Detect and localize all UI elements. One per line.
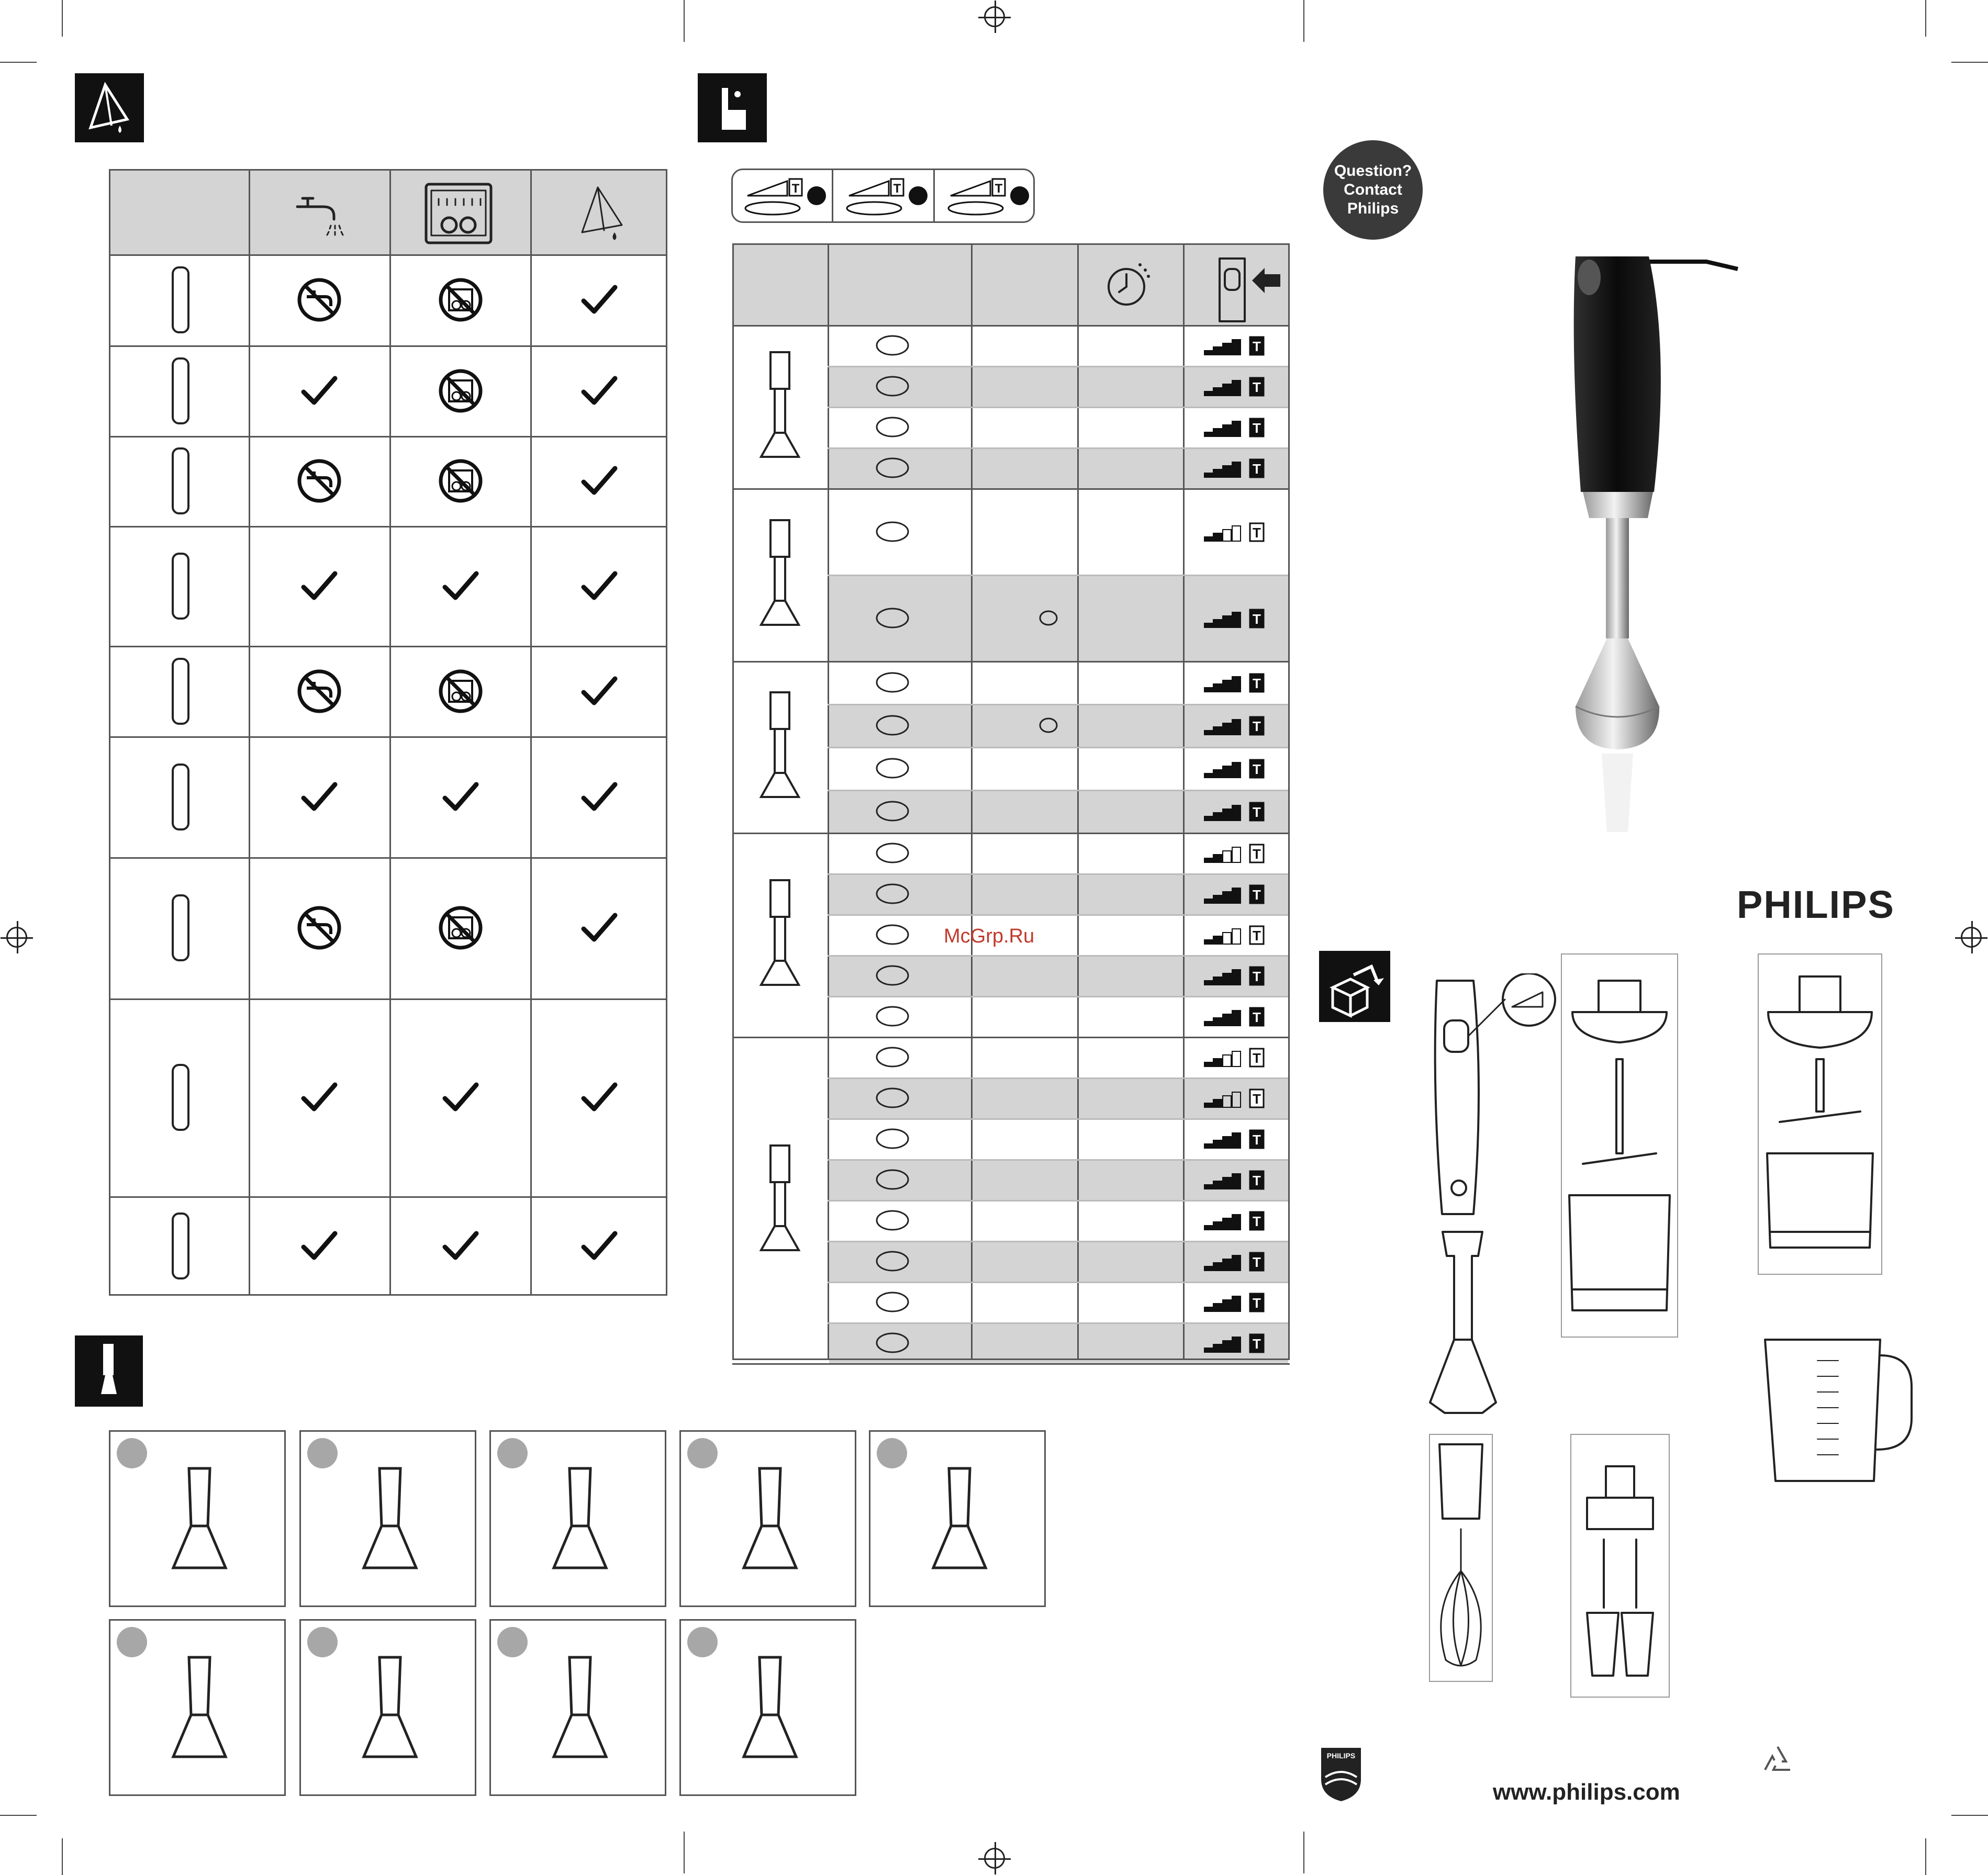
speed-indicator <box>1204 1127 1267 1150</box>
faucet-icon <box>287 186 350 241</box>
timer-icon <box>1103 259 1154 311</box>
speed-indicator <box>1204 1005 1267 1028</box>
whisk-icon <box>157 549 204 623</box>
speed-indicator <box>1204 1209 1267 1232</box>
legend-letter: T <box>995 182 1003 196</box>
beaker-icon <box>157 1209 204 1283</box>
motor-unit-icon <box>1426 973 1562 1227</box>
step-panel <box>299 1430 476 1607</box>
product-photo <box>1544 246 1743 850</box>
egg-icon <box>1038 610 1059 626</box>
pour-ingredients-icon <box>332 1463 448 1589</box>
fold-mark <box>684 1832 685 1873</box>
speed-indicator <box>1204 1086 1267 1109</box>
beaker-icon <box>1760 1324 1917 1494</box>
speed-letter: T <box>1253 676 1261 691</box>
speed-indicator <box>1204 923 1267 946</box>
check-icon <box>298 372 340 410</box>
table-row-divider <box>109 998 667 1000</box>
no-water-icon <box>296 458 342 504</box>
speed-indicator <box>1204 1046 1267 1069</box>
no-dishwasher-icon <box>438 905 484 951</box>
group-divider <box>732 833 1290 834</box>
check-icon <box>440 1227 482 1265</box>
speed-button-icon <box>1213 253 1281 329</box>
table-row-divider <box>109 526 667 527</box>
speed-letter: T <box>1253 761 1261 777</box>
no-dishwasher-icon <box>438 277 484 323</box>
speed-indicator <box>1204 520 1267 543</box>
speed-indicator <box>1204 1250 1267 1273</box>
cheese-icon <box>872 964 913 987</box>
check-icon <box>578 567 620 605</box>
legend-letter: T <box>791 182 800 196</box>
crop-mark <box>0 62 37 63</box>
registration-mark <box>984 6 1005 27</box>
step-panel <box>489 1430 666 1607</box>
speed-indicator <box>1204 964 1267 987</box>
step-panel <box>489 1619 666 1796</box>
check-icon <box>578 672 620 710</box>
press-speed-button-icon <box>902 1463 1017 1589</box>
no-dishwasher-icon <box>438 668 484 714</box>
philips-wordmark: PHILIPS <box>1737 883 1895 926</box>
check-icon <box>578 372 620 410</box>
check-icon <box>440 1079 482 1116</box>
blender-bar-icon <box>754 349 806 464</box>
table-row-divider <box>109 345 667 347</box>
finger-pointing-icon <box>698 73 767 142</box>
step-panel <box>109 1619 286 1796</box>
speed-letter: T <box>1253 1214 1261 1229</box>
nuts-icon <box>872 1005 913 1028</box>
release-button-icon <box>522 1652 638 1778</box>
row-divider <box>828 1322 1288 1324</box>
crop-mark <box>62 0 63 37</box>
speed-letter: T <box>1253 887 1261 903</box>
herbs-icon <box>872 923 913 946</box>
speed-letter: T <box>1253 969 1261 984</box>
egg-whites-icon <box>872 607 913 630</box>
check-icon <box>578 1079 620 1116</box>
speed-indicator <box>1204 1168 1267 1191</box>
fold-mark <box>1303 0 1304 42</box>
check-icon <box>298 567 340 605</box>
rinse-bar-icon <box>712 1652 828 1778</box>
check-icon <box>578 462 620 500</box>
watermark: McGrp.Ru <box>944 925 1035 947</box>
fold-mark <box>684 0 685 42</box>
chopper-box-large <box>1758 953 1882 1275</box>
chopper-box-small <box>1561 953 1678 1338</box>
speed-letter: T <box>1253 524 1261 541</box>
row-divider <box>828 1200 1288 1202</box>
batter-pan-icon <box>872 416 913 439</box>
row-divider <box>828 407 1288 408</box>
group-divider <box>732 661 1290 663</box>
check-icon <box>440 567 482 605</box>
whisk-icon <box>754 517 806 632</box>
row-divider <box>828 1241 1288 1242</box>
crop-mark <box>0 1815 37 1816</box>
speed-legend-item <box>845 177 934 219</box>
check-icon <box>578 281 620 319</box>
dough-hooks-icon <box>754 689 806 804</box>
speed-indicator <box>1204 671 1267 694</box>
egg-icon <box>1038 717 1059 734</box>
row-divider <box>828 996 1288 997</box>
speed-letter: T <box>1253 1173 1261 1188</box>
check-icon <box>578 1227 620 1265</box>
whisk-box <box>1429 1434 1493 1682</box>
blender-stick-icon <box>75 1335 143 1407</box>
dishwasher-icon <box>423 181 494 249</box>
speed-letter: T <box>1253 1336 1261 1352</box>
check-icon <box>298 778 340 816</box>
row-divider <box>828 914 1288 916</box>
no-water-icon <box>296 668 342 714</box>
shield-text: PHILIPS <box>1326 1752 1356 1760</box>
speed-indicator <box>1204 1290 1267 1313</box>
row-divider <box>828 704 1288 705</box>
plug-in-icon <box>522 1463 638 1589</box>
speed-indicator <box>1204 334 1267 357</box>
beaker-lid-icon <box>157 655 204 728</box>
eggs-icon <box>872 1086 913 1109</box>
onion-icon <box>872 1046 913 1069</box>
row-divider <box>828 447 1288 449</box>
cream-icon <box>872 520 913 543</box>
question-line-2: Contact <box>1344 181 1402 198</box>
speed-indicator <box>1204 456 1267 479</box>
group-divider <box>732 1037 1290 1038</box>
bread-dough-icon <box>872 800 913 823</box>
row-divider <box>828 366 1288 367</box>
step-panel <box>679 1430 856 1607</box>
table-row-divider <box>109 254 667 256</box>
registration-mark <box>6 927 27 948</box>
speed-letter: T <box>1253 379 1261 395</box>
check-icon <box>578 778 620 816</box>
speed-letter: T <box>1253 461 1261 477</box>
no-water-icon <box>296 277 342 323</box>
group-divider <box>732 488 1290 490</box>
crop-mark <box>1925 1838 1926 1875</box>
package-arrow-icon <box>1319 951 1390 1022</box>
milkshake-icon <box>872 456 913 479</box>
crop-mark <box>62 1838 63 1875</box>
row-divider <box>828 955 1288 957</box>
philips-shield-logo <box>1319 1746 1363 1805</box>
speed-legend-item <box>743 177 832 219</box>
small-chopper-icon <box>754 877 806 992</box>
speed-letter: T <box>1253 1295 1261 1311</box>
chopper-bowls-icon <box>157 1061 204 1134</box>
speed-letter: T <box>1253 718 1261 734</box>
question-line-1: Question? <box>1334 162 1412 179</box>
blender-bar-icon <box>157 354 204 428</box>
speed-indicator <box>1204 882 1267 905</box>
table-row-divider <box>109 436 667 437</box>
row-divider <box>828 1077 1288 1079</box>
speed-letter: T <box>1253 420 1261 436</box>
meat-icon <box>872 1127 913 1150</box>
egg-whites-icon <box>872 714 913 737</box>
table-row-divider <box>109 857 667 859</box>
registration-mark <box>984 1848 1005 1869</box>
nuts-icon <box>872 1250 913 1273</box>
dough-hooks-icon <box>157 760 204 834</box>
crop-mark <box>1951 62 1988 63</box>
row-divider <box>828 1282 1288 1283</box>
unplug-icon <box>332 1652 448 1778</box>
meat-fish-icon <box>872 882 913 905</box>
row-divider <box>828 747 1288 748</box>
speed-letter: T <box>1253 846 1261 862</box>
herbs-icon <box>872 1168 913 1191</box>
speed-letter: T <box>1253 1254 1261 1270</box>
baby-food-soup-icon <box>872 375 913 398</box>
speed-indicator <box>1204 800 1267 823</box>
check-icon <box>578 909 620 947</box>
table-row-divider <box>109 736 667 738</box>
table-row-divider <box>109 646 667 647</box>
question-line-3: Philips <box>1347 200 1399 217</box>
crop-mark <box>1925 0 1926 37</box>
speed-letter: T <box>1253 611 1261 627</box>
cream-icon <box>872 671 913 694</box>
speed-indicator <box>1204 714 1267 737</box>
insert-bar-in-beaker-icon <box>712 1463 828 1589</box>
fruits-vegetables-icon <box>872 334 913 357</box>
cloth-drop-icon <box>75 73 144 142</box>
speed-indicator <box>1204 757 1267 780</box>
check-icon <box>298 1079 340 1116</box>
group-divider <box>732 1363 1290 1365</box>
bread-icon <box>872 1331 913 1354</box>
whisk-coupling-icon <box>157 444 204 518</box>
fold-mark <box>1303 1832 1304 1873</box>
speed-letter: T <box>1253 1091 1261 1107</box>
dough-icon <box>872 757 913 780</box>
attach-blender-bar-icon <box>142 1463 257 1589</box>
chopper-lids-icon <box>157 891 204 964</box>
row-divider <box>828 575 1288 576</box>
no-dishwasher-icon <box>438 368 484 414</box>
website-link[interactable]: www.philips.com <box>1493 1779 1680 1805</box>
cloth-drop-icon <box>569 178 632 249</box>
dough-hooks-box <box>1570 1434 1670 1698</box>
large-chopper-icon <box>754 1142 806 1258</box>
legend-letter: T <box>893 182 901 196</box>
step-panel <box>299 1619 476 1796</box>
step-panel <box>869 1430 1046 1607</box>
speed-legend-item <box>946 177 1035 219</box>
table-row-divider <box>109 1196 667 1198</box>
no-water-icon <box>296 905 342 951</box>
crop-mark <box>1951 1815 1988 1816</box>
speed-indicator <box>1204 375 1267 398</box>
speed-letter: T <box>1253 339 1261 354</box>
chocolate-icon <box>872 1290 913 1313</box>
motor-unit-icon <box>157 263 204 336</box>
speed-indicator <box>1204 1331 1267 1354</box>
no-dishwasher-icon <box>438 458 484 504</box>
row-divider <box>828 790 1288 791</box>
speed-indicator <box>1204 607 1267 630</box>
step-panel <box>679 1619 856 1796</box>
speed-letter: T <box>1253 1050 1261 1066</box>
registration-mark <box>1961 927 1982 948</box>
move-up-down-icon <box>142 1652 257 1778</box>
check-icon <box>440 778 482 816</box>
row-divider <box>828 873 1288 875</box>
cheese-icon <box>872 1209 913 1232</box>
recycle-icon <box>1759 1743 1796 1783</box>
speed-indicator <box>1204 841 1267 864</box>
blender-bar-icon <box>1424 1230 1502 1421</box>
step-panel <box>109 1430 286 1607</box>
check-icon <box>298 1227 340 1265</box>
speed-letter: T <box>1253 928 1261 944</box>
speed-letter: T <box>1253 804 1261 820</box>
contact-philips-badge[interactable] <box>1323 140 1423 240</box>
speed-letter: T <box>1253 1009 1261 1025</box>
row-divider <box>828 1118 1288 1120</box>
speed-letter: T <box>1253 1132 1261 1148</box>
row-divider <box>828 1159 1288 1161</box>
speed-indicator <box>1204 416 1267 439</box>
garlic-onion-icon <box>872 841 913 864</box>
